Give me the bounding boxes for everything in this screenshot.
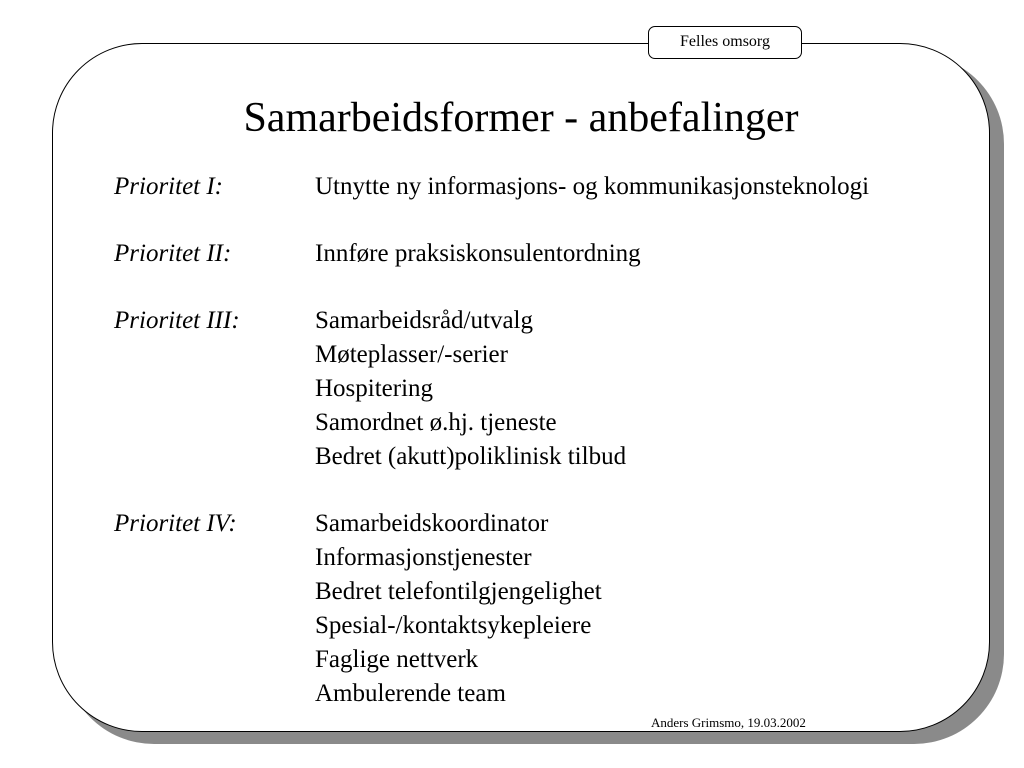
priority-item: Informasjonstjenester [315,544,532,571]
priority-item: Samordnet ø.hj. tjeneste [315,409,557,436]
priority-item: Utnytte ny informasjons- og kommunikasjonsteknologi [315,173,870,200]
priority-label: Prioritet III: [114,307,240,334]
priority-label: Prioritet II: [114,240,232,267]
priority-item: Bedret telefontilgjengelighet [315,578,602,605]
priority-items [315,170,974,204]
priority-items [315,304,974,474]
priority-group-1 [114,170,974,204]
priority-items [315,507,974,711]
priority-item: Møteplasser/-serier [315,341,508,368]
priority-group-2 [114,237,974,271]
priority-item: Ambulerende team [315,680,506,707]
priority-label: Prioritet I: [114,173,224,200]
priority-label: Prioritet IV: [114,510,237,537]
priority-item: Samarbeidskoordinator [315,510,549,537]
footer-credit: Anders Grimsmo, 19.03.2002 [651,715,806,730]
priority-items [315,237,974,271]
header-tag: Felles omsorg [648,26,802,59]
priority-list [114,170,974,744]
priority-item: Hospitering [315,375,434,402]
priority-item: Bedret (akutt)poliklinisk tilbud [315,443,627,470]
priority-item: Innføre praksiskonsulentordning [315,240,641,267]
slide-title: Samarbeidsformer - anbefalinger [243,95,799,141]
priority-group-4 [114,507,974,711]
priority-group-3 [114,304,974,474]
priority-item: Faglige nettverk [315,646,479,673]
priority-item: Spesial-/kontaktsykepleiere [315,612,592,639]
priority-item: Samarbeidsråd/utvalg [315,307,533,334]
